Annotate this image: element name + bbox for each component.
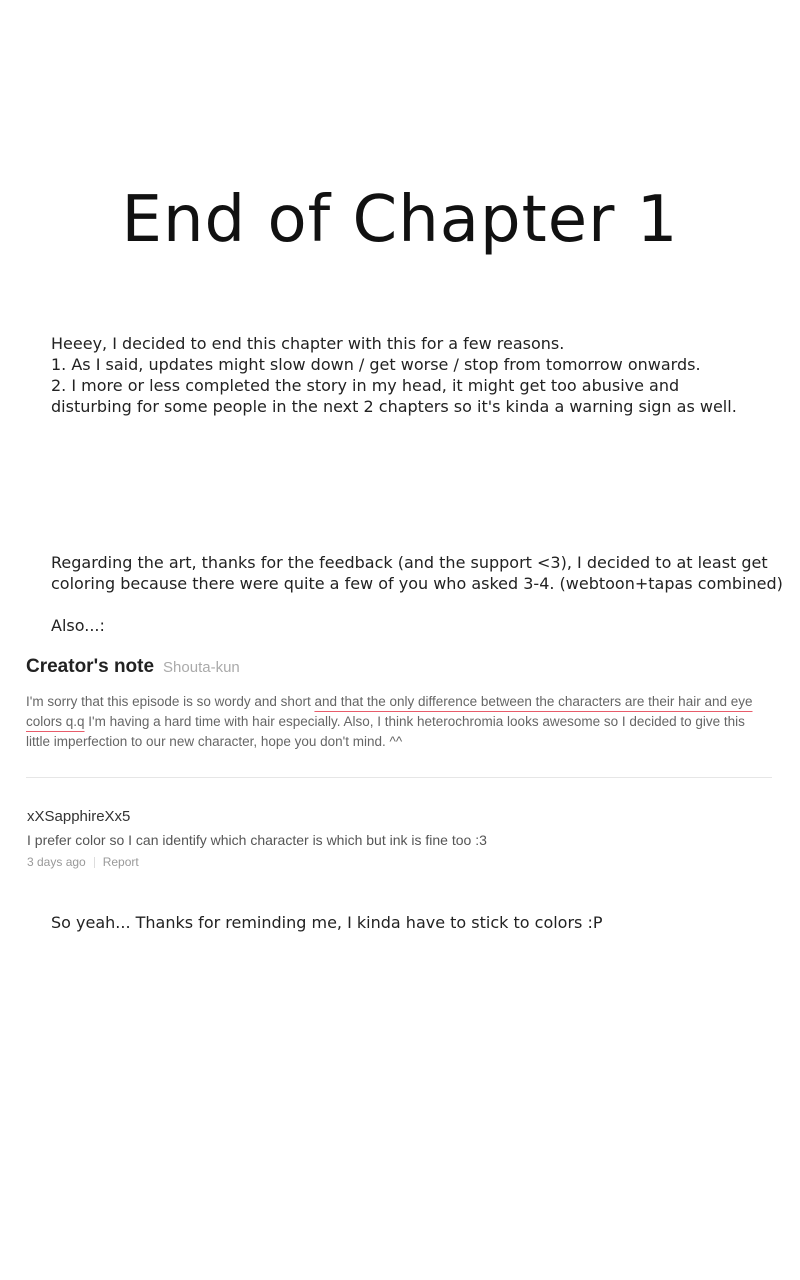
intro-line: 1. As I said, updates might slow down / get worse / stop from tomorrow onwards.: [51, 355, 701, 374]
meta-separator: [94, 857, 95, 868]
intro-line: Heeey, I decided to end this chapter with this for a few reasons.: [51, 334, 565, 353]
creators-note: [26, 656, 776, 752]
intro-line: disturbing for some people in the next 2 chapters so it's kinda a warning sign as well.: [51, 397, 737, 416]
comment-meta: [27, 855, 767, 869]
creators-note-header: [26, 656, 776, 678]
also-text: [51, 615, 781, 636]
creators-note-body: [26, 692, 771, 752]
also-line: Also...:: [51, 616, 105, 635]
comment: [27, 808, 767, 869]
comment-text: I prefer color so I can identify which character is which but ink is fine too :3: [27, 832, 487, 848]
comment-timestamp: 3 days ago: [27, 855, 86, 869]
art-line: Regarding the art, thanks for the feedback (and the support <3), I decided to at least get: [51, 553, 768, 572]
comment-username[interactable]: xXSapphireXx5: [27, 808, 131, 825]
intro-line: 2. I more or less completed the story in my head, it might get too abusive and: [51, 376, 680, 395]
chapter-title: End of Chapter 1: [121, 183, 679, 257]
report-link[interactable]: Report: [102, 855, 139, 869]
art-paragraph: [51, 552, 781, 594]
outro-paragraph: [51, 912, 781, 933]
note-text-after: I'm having a hard time with hair especially. Also, I think heterochromia looks awesome so I decided to give this little imperfection to our new character, hope you don't mind. ^^: [26, 714, 745, 749]
creators-note-author[interactable]: Shouta-kun: [163, 659, 240, 676]
note-text-before: I'm sorry that this episode is so wordy and short: [26, 694, 315, 709]
note-text-underlined: and that the only difference between the characters are their hair and eye colors q.q: [26, 694, 753, 729]
creators-note-heading: Creator's note: [26, 656, 155, 677]
outro-line: So yeah... Thanks for reminding me, I kinda have to stick to colors :P: [51, 913, 603, 932]
divider: [26, 777, 772, 778]
art-line: coloring because there were quite a few of you who asked 3-4. (webtoon+tapas combined): [51, 574, 783, 593]
intro-paragraph: [51, 333, 781, 417]
